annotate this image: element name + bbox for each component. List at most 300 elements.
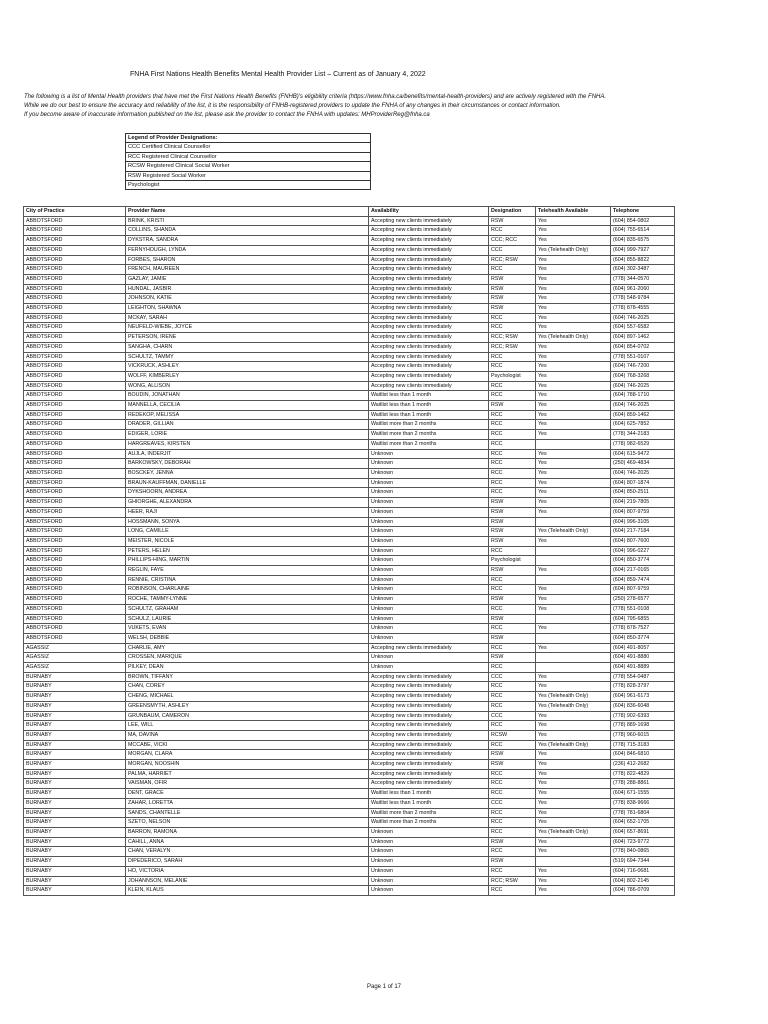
provider-name-cell: MCKAY, SARAH xyxy=(126,313,369,323)
telehealth-cell: Yes xyxy=(536,498,611,508)
telehealth-cell: Yes xyxy=(536,779,611,789)
telehealth-cell: Yes xyxy=(536,391,611,401)
designation-cell: RSW xyxy=(489,294,536,304)
table-row xyxy=(24,449,675,459)
city-cell: AGASSIZ xyxy=(24,653,126,663)
provider-name-cell: DENT, GRACE xyxy=(126,789,369,799)
page-number: Page 1 of 17 xyxy=(366,984,402,990)
city-cell: BURNABY xyxy=(24,866,126,876)
designation-cell: Psychologist xyxy=(489,556,536,566)
provider-name-cell: GHIORGHE, ALEXANDRA xyxy=(126,498,369,508)
telehealth-cell: Yes xyxy=(536,362,611,372)
telephone-cell: (778) 344-2183 xyxy=(611,430,675,440)
telephone-cell: (604) 855-8822 xyxy=(611,255,675,265)
city-cell: ABBOTSFORD xyxy=(24,468,126,478)
telephone-cell: (604) 999-7927 xyxy=(611,245,675,255)
telehealth-cell xyxy=(536,556,611,566)
telephone-cell: (604) 491-8880 xyxy=(611,653,675,663)
city-cell: BURNABY xyxy=(24,837,126,847)
table-row xyxy=(24,507,675,517)
table-row xyxy=(24,265,675,275)
telephone-cell: (604) 491-8057 xyxy=(611,643,675,653)
availability-cell: Unknown xyxy=(369,585,489,595)
designation-cell: RCC xyxy=(489,323,536,333)
provider-name-cell: REDEKOP, MELISSA xyxy=(126,410,369,420)
telehealth-cell: Yes xyxy=(536,721,611,731)
provider-name-cell: BRAUN-KAUFFMAN, DANIELLE xyxy=(126,478,369,488)
provider-name-cell: PETERSON, IRENE xyxy=(126,333,369,343)
designation-cell: Psychologist xyxy=(489,371,536,381)
city-cell: AGASSIZ xyxy=(24,663,126,673)
availability-cell: Accepting new clients immediately xyxy=(369,730,489,740)
table-row xyxy=(24,517,675,527)
telephone-cell: (604) 615-9472 xyxy=(611,449,675,459)
table-row xyxy=(24,760,675,770)
provider-name-cell: VUKETS, EVAN xyxy=(126,624,369,634)
telehealth-cell: Yes xyxy=(536,643,611,653)
provider-name-cell: SCHULZ, LAURIE xyxy=(126,614,369,624)
table-row xyxy=(24,459,675,469)
city-cell: ABBOTSFORD xyxy=(24,333,126,343)
city-cell: ABBOTSFORD xyxy=(24,342,126,352)
designation-cell: RSW xyxy=(489,760,536,770)
table-row xyxy=(24,226,675,236)
telehealth-cell xyxy=(536,575,611,585)
table-row xyxy=(24,245,675,255)
telephone-cell: (778) 878-7527 xyxy=(611,624,675,634)
table-row xyxy=(24,371,675,381)
telephone-cell: (778) 902-6393 xyxy=(611,711,675,721)
city-cell: ABBOTSFORD xyxy=(24,381,126,391)
city-cell: BURNABY xyxy=(24,828,126,838)
telephone-cell: (604) 746-7200 xyxy=(611,362,675,372)
city-cell: ABBOTSFORD xyxy=(24,313,126,323)
table-row xyxy=(24,362,675,372)
availability-cell: Unknown xyxy=(369,604,489,614)
designation-cell: RCC xyxy=(489,430,536,440)
telehealth-cell: Yes xyxy=(536,255,611,265)
telehealth-cell: Yes xyxy=(536,585,611,595)
telephone-cell: (778) 982-6529 xyxy=(611,439,675,449)
availability-cell: Unknown xyxy=(369,595,489,605)
availability-cell: Waitlist less than 1 month xyxy=(369,391,489,401)
telehealth-cell: Yes xyxy=(536,750,611,760)
city-cell: ABBOTSFORD xyxy=(24,371,126,381)
designation-cell: RCC xyxy=(489,352,536,362)
designation-cell: CCC xyxy=(489,672,536,682)
table-row xyxy=(24,391,675,401)
table-row xyxy=(24,352,675,362)
designation-cell: RCC xyxy=(489,818,536,828)
provider-name-cell: GRUNBAUM, CAMERON xyxy=(126,711,369,721)
city-cell: ABBOTSFORD xyxy=(24,265,126,275)
availability-cell: Accepting new clients immediately xyxy=(369,682,489,692)
table-row xyxy=(24,294,675,304)
availability-cell: Waitlist less than 1 month xyxy=(369,789,489,799)
city-cell: BURNABY xyxy=(24,692,126,702)
telephone-cell: (250) 278-6577 xyxy=(611,595,675,605)
availability-cell: Unknown xyxy=(369,507,489,517)
provider-name-cell: BARRON, RAMONA xyxy=(126,828,369,838)
availability-cell: Accepting new clients immediately xyxy=(369,255,489,265)
telephone-cell: (604) 859-7474 xyxy=(611,575,675,585)
telephone-cell: (778) 840-0865 xyxy=(611,847,675,857)
table-row xyxy=(24,342,675,352)
table-row xyxy=(24,498,675,508)
table-row xyxy=(24,682,675,692)
city-cell: ABBOTSFORD xyxy=(24,255,126,265)
availability-cell: Accepting new clients immediately xyxy=(369,236,489,246)
table-row xyxy=(24,274,675,284)
provider-name-cell: SANGHA, CHARN xyxy=(126,342,369,352)
provider-name-cell: ZAHAR, LORETTA xyxy=(126,798,369,808)
provider-name-cell: GREENSMYTH, ASHLEY xyxy=(126,701,369,711)
provider-name-cell: BROWN, TIFFANY xyxy=(126,672,369,682)
designation-cell: RCC xyxy=(489,468,536,478)
table-row xyxy=(24,595,675,605)
telehealth-cell: Yes xyxy=(536,798,611,808)
table-row xyxy=(24,692,675,702)
availability-cell: Accepting new clients immediately xyxy=(369,381,489,391)
telephone-cell: (778) 551-0108 xyxy=(611,604,675,614)
table-row xyxy=(24,769,675,779)
telehealth-cell: Yes xyxy=(536,876,611,886)
telephone-cell: (778) 889-1698 xyxy=(611,721,675,731)
intro-line: If you become aware of inaccurate information published on the list, please ask the provider to contact the FNHA with updates: MHProviderReg@fnha.ca xyxy=(24,112,430,119)
designation-cell: RCC xyxy=(489,847,536,857)
availability-cell: Unknown xyxy=(369,828,489,838)
designation-cell: RCC xyxy=(489,769,536,779)
city-cell: ABBOTSFORD xyxy=(24,323,126,333)
designation-cell: RCC xyxy=(489,692,536,702)
provider-name-cell: MA, DAVINA xyxy=(126,730,369,740)
designation-legend xyxy=(125,133,371,190)
telephone-cell: (604) 491-8889 xyxy=(611,663,675,673)
table-row xyxy=(24,711,675,721)
telehealth-cell: Yes xyxy=(536,401,611,411)
designation-cell: RCC xyxy=(489,828,536,838)
telehealth-cell: Yes (Telehealth Only) xyxy=(536,692,611,702)
table-row xyxy=(24,653,675,663)
city-cell: BURNABY xyxy=(24,769,126,779)
provider-name-cell: HO, VICTORIA xyxy=(126,866,369,876)
availability-cell: Accepting new clients immediately xyxy=(369,333,489,343)
designation-cell: RCC xyxy=(489,381,536,391)
table-row xyxy=(24,643,675,653)
table-row xyxy=(24,828,675,838)
column-header-designation: Designation xyxy=(489,207,536,217)
city-cell: ABBOTSFORD xyxy=(24,245,126,255)
telehealth-cell xyxy=(536,439,611,449)
telehealth-cell: Yes xyxy=(536,304,611,314)
availability-cell: Accepting new clients immediately xyxy=(369,750,489,760)
telephone-cell: (604) 835-6575 xyxy=(611,236,675,246)
city-cell: AGASSIZ xyxy=(24,643,126,653)
provider-name-cell: COLLINS, SHANDA xyxy=(126,226,369,236)
telephone-cell: (604) 859-1462 xyxy=(611,410,675,420)
provider-name-cell: PALMA, HARRIET xyxy=(126,769,369,779)
city-cell: ABBOTSFORD xyxy=(24,430,126,440)
availability-cell: Unknown xyxy=(369,527,489,537)
telehealth-cell xyxy=(536,663,611,673)
table-row xyxy=(24,468,675,478)
city-cell: ABBOTSFORD xyxy=(24,274,126,284)
designation-cell: RCC xyxy=(489,604,536,614)
table-row xyxy=(24,701,675,711)
telehealth-cell: Yes xyxy=(536,478,611,488)
designation-cell: RCC xyxy=(489,721,536,731)
city-cell: BURNABY xyxy=(24,876,126,886)
telehealth-cell: Yes xyxy=(536,449,611,459)
table-row xyxy=(24,333,675,343)
telephone-cell: (604) 996-0227 xyxy=(611,546,675,556)
telephone-cell: (778) 960-6015 xyxy=(611,730,675,740)
telehealth-cell: Yes (Telehealth Only) xyxy=(536,828,611,838)
table-row xyxy=(24,633,675,643)
availability-cell: Unknown xyxy=(369,556,489,566)
availability-cell: Accepting new clients immediately xyxy=(369,352,489,362)
designation-cell: RCC xyxy=(489,701,536,711)
city-cell: BURNABY xyxy=(24,857,126,867)
provider-name-cell: PETERS, HELEN xyxy=(126,546,369,556)
table-row xyxy=(24,236,675,246)
telehealth-cell: Yes xyxy=(536,595,611,605)
city-cell: BURNABY xyxy=(24,730,126,740)
designation-cell: RCC xyxy=(489,439,536,449)
telehealth-cell: Yes xyxy=(536,566,611,576)
telehealth-cell: Yes xyxy=(536,536,611,546)
telehealth-cell: Yes xyxy=(536,313,611,323)
availability-cell: Unknown xyxy=(369,886,489,896)
table-row xyxy=(24,439,675,449)
city-cell: ABBOTSFORD xyxy=(24,304,126,314)
designation-cell: RCC xyxy=(489,391,536,401)
designation-cell: RCC xyxy=(489,420,536,430)
provider-name-cell: MORGAN, CLARA xyxy=(126,750,369,760)
city-cell: BURNABY xyxy=(24,798,126,808)
availability-cell: Accepting new clients immediately xyxy=(369,323,489,333)
column-header-provider: Provider Name xyxy=(126,207,369,217)
telephone-cell: (778) 781-6804 xyxy=(611,808,675,818)
city-cell: ABBOTSFORD xyxy=(24,459,126,469)
designation-cell: RCC xyxy=(489,488,536,498)
designation-cell: RSW xyxy=(489,507,536,517)
intro-paragraph xyxy=(24,93,744,121)
designation-cell: RSW xyxy=(489,566,536,576)
telehealth-cell: Yes (Telehealth Only) xyxy=(536,333,611,343)
telehealth-cell: Yes xyxy=(536,488,611,498)
availability-cell: Unknown xyxy=(369,449,489,459)
telehealth-cell: Yes xyxy=(536,226,611,236)
designation-cell: RCC; RSW xyxy=(489,333,536,343)
provider-name-cell: SCHULTZ, GRAHAM xyxy=(126,604,369,614)
city-cell: ABBOTSFORD xyxy=(24,517,126,527)
provider-name-cell: BOSCKEY, JENNA xyxy=(126,468,369,478)
city-cell: ABBOTSFORD xyxy=(24,401,126,411)
availability-cell: Unknown xyxy=(369,847,489,857)
city-cell: ABBOTSFORD xyxy=(24,226,126,236)
designation-cell: CCC xyxy=(489,245,536,255)
designation-cell: RCC xyxy=(489,265,536,275)
telehealth-cell: Yes (Telehealth Only) xyxy=(536,527,611,537)
telephone-cell: (604) 788-1710 xyxy=(611,391,675,401)
city-cell: ABBOTSFORD xyxy=(24,488,126,498)
telephone-cell: (604) 795-6855 xyxy=(611,614,675,624)
telephone-cell: (604) 961-2060 xyxy=(611,284,675,294)
designation-cell: RCC xyxy=(489,740,536,750)
availability-cell: Accepting new clients immediately xyxy=(369,760,489,770)
table-row xyxy=(24,401,675,411)
designation-cell: RCC xyxy=(489,789,536,799)
provider-name-cell: DRADER, GILLIAN xyxy=(126,420,369,430)
availability-cell: Unknown xyxy=(369,837,489,847)
table-row xyxy=(24,575,675,585)
availability-cell: Accepting new clients immediately xyxy=(369,740,489,750)
telephone-cell: (604) 807-7600 xyxy=(611,536,675,546)
telehealth-cell: Yes xyxy=(536,323,611,333)
availability-cell: Unknown xyxy=(369,624,489,634)
legend-item: Psychologist xyxy=(126,181,371,190)
table-row xyxy=(24,556,675,566)
provider-name-cell: DIPEDERICO, SARAH xyxy=(126,857,369,867)
table-row xyxy=(24,604,675,614)
telephone-cell: (604) 657-8691 xyxy=(611,828,675,838)
telephone-cell: (604) 854-0702 xyxy=(611,342,675,352)
provider-name-cell: LEE, WILL xyxy=(126,721,369,731)
provider-name-cell: PHILLIPS-HING, MARTIN xyxy=(126,556,369,566)
provider-name-cell: RENNIE, CRISTINA xyxy=(126,575,369,585)
designation-cell: RCC xyxy=(489,886,536,896)
telehealth-cell: Yes xyxy=(536,818,611,828)
city-cell: ABBOTSFORD xyxy=(24,439,126,449)
city-cell: ABBOTSFORD xyxy=(24,410,126,420)
designation-cell: RSW xyxy=(489,527,536,537)
table-row xyxy=(24,255,675,265)
telephone-cell: (604) 961-6173 xyxy=(611,692,675,702)
telephone-cell: (604) 746-2025 xyxy=(611,468,675,478)
provider-name-cell: DYKSHOORN, ANDREA xyxy=(126,488,369,498)
provider-name-cell: BRINK, KRISTI xyxy=(126,216,369,226)
telephone-cell: (604) 746-2025 xyxy=(611,313,675,323)
column-header-telehealth: Telehealth Available xyxy=(536,207,611,217)
designation-cell: RSW xyxy=(489,837,536,847)
availability-cell: Waitlist more than 2 months xyxy=(369,808,489,818)
document-title: FNHA First Nations Health Benefits Mental Health Provider List – Current as of January 4, 2022 xyxy=(130,71,426,78)
telehealth-cell: Yes xyxy=(536,847,611,857)
telephone-cell: (604) 625-7852 xyxy=(611,420,675,430)
telephone-cell: (604) 854-0802 xyxy=(611,216,675,226)
availability-cell: Waitlist less than 1 month xyxy=(369,410,489,420)
provider-name-cell: PILKEY, DEAN xyxy=(126,663,369,673)
city-cell: BURNABY xyxy=(24,808,126,818)
telehealth-cell: Yes xyxy=(536,672,611,682)
telehealth-cell: Yes (Telehealth Only) xyxy=(536,740,611,750)
telehealth-cell: Yes xyxy=(536,342,611,352)
telephone-cell: (604) 897-1462 xyxy=(611,333,675,343)
availability-cell: Unknown xyxy=(369,633,489,643)
availability-cell: Unknown xyxy=(369,488,489,498)
provider-name-cell: VAISMAN, OFIR xyxy=(126,779,369,789)
telehealth-cell: Yes xyxy=(536,624,611,634)
availability-cell: Accepting new clients immediately xyxy=(369,226,489,236)
city-cell: BURNABY xyxy=(24,760,126,770)
telephone-cell: (778) 822-4829 xyxy=(611,769,675,779)
table-body xyxy=(24,216,675,895)
table-row xyxy=(24,866,675,876)
provider-name-cell: CHAN, VERALYN xyxy=(126,847,369,857)
legend-item: RCSW Registered Clinical Social Worker xyxy=(126,162,371,171)
table-row xyxy=(24,614,675,624)
availability-cell: Unknown xyxy=(369,566,489,576)
designation-cell: RCC xyxy=(489,575,536,585)
provider-name-cell: FRENCH, MAUREEN xyxy=(126,265,369,275)
telephone-cell: (604) 557-6582 xyxy=(611,323,675,333)
table-row xyxy=(24,536,675,546)
telephone-cell: (604) 746-2025 xyxy=(611,401,675,411)
table-row xyxy=(24,585,675,595)
telehealth-cell xyxy=(536,546,611,556)
designation-cell: RCC xyxy=(489,585,536,595)
table-row xyxy=(24,488,675,498)
availability-cell: Accepting new clients immediately xyxy=(369,769,489,779)
telephone-cell: (604) 850-2511 xyxy=(611,488,675,498)
city-cell: ABBOTSFORD xyxy=(24,420,126,430)
telephone-cell: (778) 548-9784 xyxy=(611,294,675,304)
availability-cell: Waitlist more than 2 months xyxy=(369,420,489,430)
provider-name-cell: SANDS, CHANTELLE xyxy=(126,808,369,818)
city-cell: ABBOTSFORD xyxy=(24,352,126,362)
table-row xyxy=(24,624,675,634)
designation-cell: RCC xyxy=(489,643,536,653)
provider-name-cell: CROSSEN, MARIQUE xyxy=(126,653,369,663)
availability-cell: Accepting new clients immediately xyxy=(369,701,489,711)
designation-cell: RSW xyxy=(489,498,536,508)
designation-cell: RCC xyxy=(489,459,536,469)
legend-item: CCC Certified Clinical Counsellor xyxy=(126,143,371,152)
city-cell: ABBOTSFORD xyxy=(24,362,126,372)
legend-header: Legend of Provider Designations: xyxy=(126,134,371,143)
provider-name-cell: CAHILL, ANNA xyxy=(126,837,369,847)
telephone-cell: (604) 850-3774 xyxy=(611,556,675,566)
provider-name-cell: JOHNSON, KATIE xyxy=(126,294,369,304)
city-cell: ABBOTSFORD xyxy=(24,294,126,304)
provider-name-cell: VICKRUCK, ASHLEY xyxy=(126,362,369,372)
legend-item: RCC Registered Clinical Counsellor xyxy=(126,152,371,161)
telehealth-cell: Yes xyxy=(536,468,611,478)
telephone-cell: (604) 996-3105 xyxy=(611,517,675,527)
telehealth-cell xyxy=(536,614,611,624)
telephone-cell: (604) 836-6048 xyxy=(611,701,675,711)
telephone-cell: (778) 878-4555 xyxy=(611,304,675,314)
telephone-cell: (604) 768-3268 xyxy=(611,371,675,381)
table-row xyxy=(24,740,675,750)
designation-cell: RSW xyxy=(489,857,536,867)
availability-cell: Accepting new clients immediately xyxy=(369,692,489,702)
availability-cell: Waitlist less than 1 month xyxy=(369,798,489,808)
telehealth-cell: Yes xyxy=(536,760,611,770)
telehealth-cell: Yes xyxy=(536,216,611,226)
availability-cell: Accepting new clients immediately xyxy=(369,672,489,682)
provider-name-cell: WONG, ALLISON xyxy=(126,381,369,391)
designation-cell: RSW xyxy=(489,304,536,314)
telephone-cell: (604) 807-9759 xyxy=(611,507,675,517)
city-cell: ABBOTSFORD xyxy=(24,595,126,605)
availability-cell: Unknown xyxy=(369,653,489,663)
telehealth-cell: Yes xyxy=(536,352,611,362)
city-cell: ABBOTSFORD xyxy=(24,449,126,459)
telephone-cell: (604) 846-6810 xyxy=(611,750,675,760)
provider-name-cell: SCHULTZ, TAMMY xyxy=(126,352,369,362)
